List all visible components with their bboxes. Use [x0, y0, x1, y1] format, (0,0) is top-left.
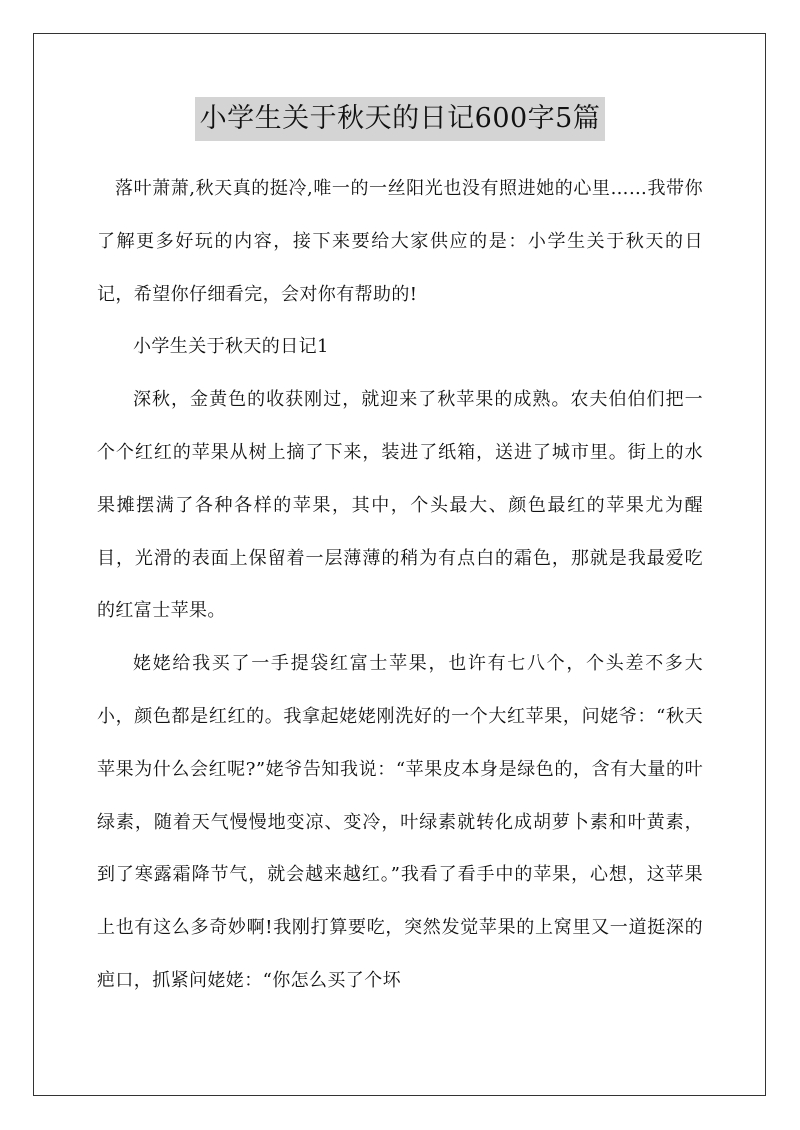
document-title: 小学生关于秋天的日记600字5篇 [195, 97, 606, 141]
intro-paragraph: 落叶萧萧,秋天真的挺冷,唯一的一丝阳光也没有照进她的心里……我带你了解更多好玩的内容，接下来要给大家供应的是：小学生关于秋天的日记，希望你仔细看完，会对你有帮助的! [97, 178, 703, 305]
body-paragraph: 深秋，金黄色的收获刚过，就迎来了秋苹果的成熟。农夫伯伯们把一个个红红的苹果从树上摘了下来，装进了纸箱，送进了城市里。街上的水果摊摆满了各种各样的苹果，其中，个头最大、颜色最红的苹果尤为醒目，光滑的表面上保留着一层薄薄的稍为有点白的霜色，那就是我最爱吃的红富士苹果。 [97, 389, 703, 622]
body-paragraph: 姥姥给我买了一手提袋红富士苹果，也许有七八个，个头差不多大小，颜色都是红红的。我拿起姥姥刚洗好的一个大红苹果，问姥爷：“秋天苹果为什么会红呢?”姥爷告知我说：“苹果皮本身是绿色的，含有大量的叶绿素，随着天气慢慢地变凉、变冷，叶绿素就转化成胡萝卜素和叶黄素，到了寒露霜降节气，就会越来越红。”我看了看手中的苹果，心想，这苹果上也有这么多奇妙啊!我刚打算要吃，突然发觉苹果的上窝里又一道挺深的疤口，抓紧问姥姥：“你怎么买了个坏 [97, 653, 703, 991]
section-heading: 小学生关于秋天的日记1 [133, 336, 329, 358]
document-body [97, 163, 703, 1008]
title-container [0, 97, 800, 141]
